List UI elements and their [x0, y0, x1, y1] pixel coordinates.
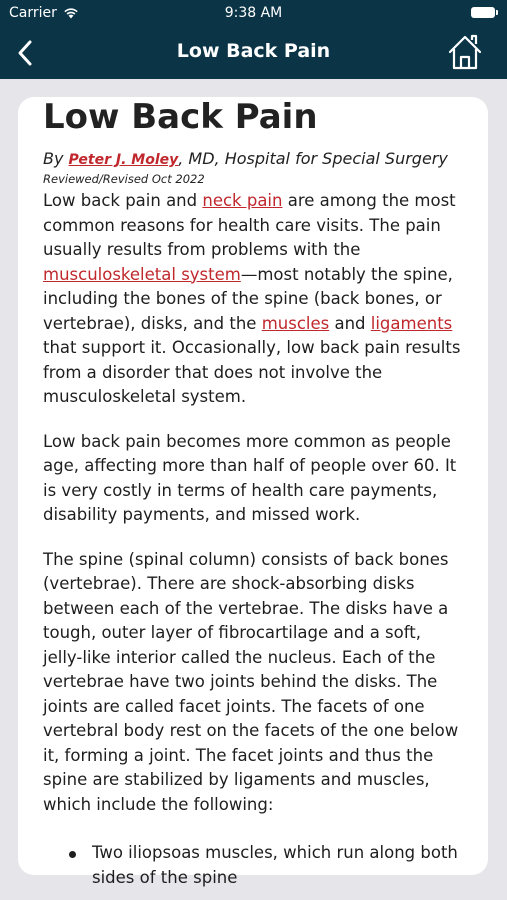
text-segment: —most notably the spine, including the bones of the spine (back bones, or vertebrae), disks, and the [43, 264, 453, 333]
muscle-list [43, 841, 465, 890]
byline-suffix: , MD, Hospital for Special Surgery [178, 149, 448, 168]
text-segment: that support it. Occasionally, low back pain results from a disorder that does not involve the musculoskeletal system. [43, 338, 461, 406]
paragraph-spine-anatomy: The spine (spinal column) consists of back bones (vertebrae). There are shock-absorbing disks between each of the vertebrae. The disks have a tough, outer layer of fibrocartilage and a soft, jelly-like interior called the nucleus. Each of the vertebrae have two joints behind the disks. The joints are called facet joints. The facets of one vertebral body rest on the facets of the one below it, forming a joint. The facet joints and thus the spine are stabilized by ligaments and muscles, which include the following: [43, 549, 459, 814]
article-title: Low Back Pain [43, 97, 318, 137]
paragraph-prevalence: Low back pain becomes more common as people age, affecting more than half of people over 60. It is very costly in terms of health care payments, disability payments, and missed work. [43, 431, 457, 524]
nav-bar [0, 28, 507, 79]
byline-prefix: By [43, 149, 69, 168]
top-bar [0, 0, 507, 79]
text-segment: are among the most common reasons for health care visits. The pain usually results from problems with the [43, 191, 456, 259]
battery-icon [471, 7, 495, 18]
ligaments-link[interactable]: ligaments [370, 313, 453, 333]
home-icon [447, 33, 483, 71]
carrier-label: Carrier [9, 5, 57, 21]
status-time: 9:38 AM [224, 5, 283, 21]
home-button[interactable] [445, 31, 485, 73]
reviewed-date: Reviewed/Revised Oct 2022 [43, 172, 205, 186]
musculoskeletal-system-link[interactable]: musculoskeletal system [43, 264, 241, 284]
list-item [43, 841, 465, 890]
muscles-link[interactable]: muscles [261, 313, 330, 333]
status-bar [0, 0, 507, 28]
bullet-icon [69, 851, 76, 858]
byline [43, 149, 465, 170]
nav-title: Low Back Pain [176, 40, 331, 62]
text-segment: Low back pain and [43, 191, 203, 210]
article-card [18, 97, 488, 887]
article-content [43, 97, 465, 890]
list-item-text: Two iliopsoas muscles, which run along both sides of the spine [92, 843, 458, 887]
author-link[interactable]: Peter J. Moley [68, 152, 179, 168]
neck-pain-link[interactable]: neck pain [202, 191, 283, 210]
text-segment: and [329, 313, 371, 333]
paragraph-intro [43, 189, 465, 410]
